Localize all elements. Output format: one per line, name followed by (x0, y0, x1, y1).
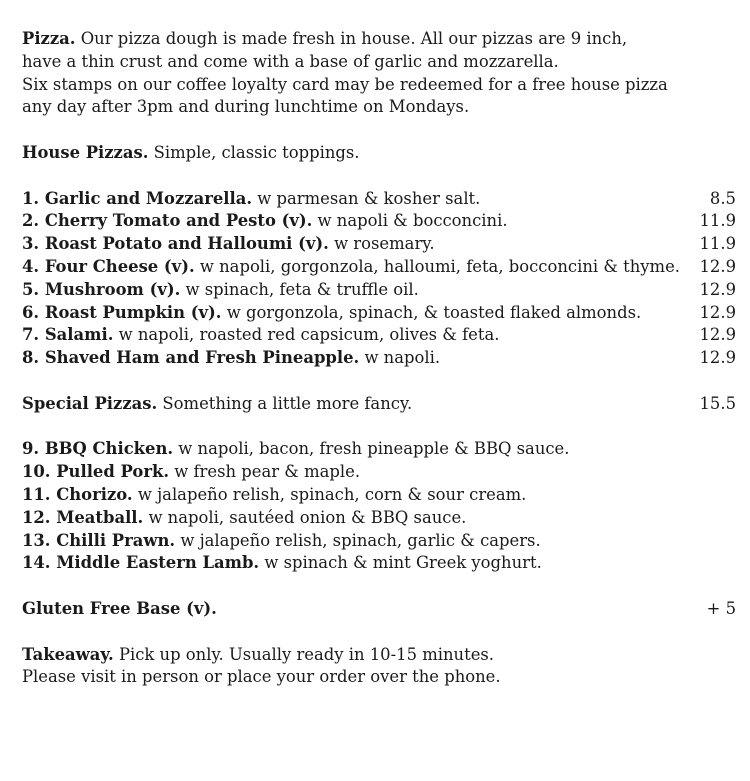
menu-item (22, 188, 736, 211)
item-name: 3. Roast Potato and Halloumi (v). (22, 234, 329, 254)
item-name: 9. BBQ Chicken. (22, 439, 174, 459)
item-description: w jalapeño relish, spinach, garlic & capers. (175, 530, 541, 550)
item-name: 14. Middle Eastern Lamb. (22, 553, 260, 573)
intro-text-line2: have a thin crust and come with a base of garlic and mozzarella. (22, 51, 559, 71)
item-name: 7. Salami. (22, 325, 114, 345)
special-pizzas-price: 15.5 (699, 393, 736, 413)
intro-section (22, 28, 736, 119)
item-price: 12.9 (699, 279, 736, 299)
item-price: 12.9 (699, 348, 736, 368)
house-pizzas-header (22, 142, 736, 165)
menu-item (22, 279, 736, 302)
item-description: w spinach, feta & truffle oil. (180, 279, 419, 299)
item-description: w parmesan & kosher salt. (252, 188, 481, 208)
menu-item (22, 438, 736, 461)
item-description: w napoli, bacon, fresh pineapple & BBQ sauce. (173, 439, 570, 459)
house-pizzas-heading: House Pizzas. (22, 142, 149, 162)
item-description: w jalapeño relish, spinach, corn & sour cream. (132, 484, 527, 504)
menu-item (22, 484, 736, 507)
takeaway-text-line2: Please visit in person or place your order over the phone. (22, 667, 501, 687)
menu-item (22, 256, 736, 279)
item-price: 12.9 (699, 325, 736, 345)
item-description: w gorgonzola, spinach, & toasted flaked almonds. (221, 302, 642, 322)
menu-item (22, 324, 736, 347)
menu-item (22, 210, 736, 233)
special-pizza-list (22, 438, 736, 575)
item-name: 12. Meatball. (22, 507, 144, 527)
takeaway-text-line1: Pick up only. Usually ready in 10-15 minutes. (113, 644, 495, 664)
intro-text-line3: Six stamps on our coffee loyalty card may be redeemed for a free house pizza (22, 74, 668, 94)
item-name: 6. Roast Pumpkin (v). (22, 302, 222, 322)
item-name: 10. Pulled Pork. (22, 462, 170, 482)
item-description: w napoli, gorgonzola, halloumi, feta, bocconcini & thyme. (194, 256, 680, 276)
item-name: 5. Mushroom (v). (22, 279, 181, 299)
menu-item (22, 461, 736, 484)
special-pizzas-subtitle: Something a little more fancy. (157, 393, 413, 413)
item-name: 1. Garlic and Mozzarella. (22, 188, 253, 208)
takeaway-heading: Takeaway. (22, 644, 114, 664)
item-description: w fresh pear & maple. (169, 462, 361, 482)
house-pizzas-subtitle: Simple, classic toppings. (148, 142, 360, 162)
menu-item (22, 233, 736, 256)
takeaway-section (22, 644, 736, 690)
menu-item (22, 302, 736, 325)
special-pizzas-header (22, 393, 736, 416)
intro-text-line1: Our pizza dough is made fresh in house. All our pizzas are 9 inch, (75, 29, 628, 48)
gluten-free-label: Gluten Free Base (v). (22, 598, 217, 618)
item-description: w napoli. (359, 348, 441, 368)
gluten-free-price: + 5 (706, 598, 736, 618)
item-description: w spinach & mint Greek yoghurt. (259, 553, 542, 573)
intro-heading: Pizza. (22, 29, 76, 48)
house-pizza-list (22, 188, 736, 370)
item-price: 11.9 (699, 211, 736, 231)
gluten-free-option (22, 598, 736, 621)
item-description: w napoli, roasted red capsicum, olives & feta. (113, 325, 500, 345)
special-pizzas-heading: Special Pizzas. (22, 393, 158, 413)
item-name: 4. Four Cheese (v). (22, 256, 195, 276)
item-name: 8. Shaved Ham and Fresh Pineapple. (22, 348, 360, 368)
menu-item (22, 347, 736, 370)
item-description: w rosemary. (328, 234, 435, 254)
item-description: w napoli & bocconcini. (312, 211, 508, 231)
item-name: 11. Chorizo. (22, 484, 133, 504)
menu-item (22, 552, 736, 575)
intro-text-line4: any day after 3pm and during lunchtime on Mondays. (22, 97, 470, 117)
menu-item (22, 530, 736, 553)
item-price: 11.9 (699, 234, 736, 254)
menu-item (22, 507, 736, 530)
item-name: 2. Cherry Tomato and Pesto (v). (22, 211, 313, 231)
item-price: 12.9 (699, 256, 736, 276)
item-name: 13. Chilli Prawn. (22, 530, 176, 550)
item-price: 8.5 (709, 188, 736, 208)
item-description: w napoli, sautéed onion & BBQ sauce. (143, 507, 467, 527)
item-price: 12.9 (699, 302, 736, 322)
